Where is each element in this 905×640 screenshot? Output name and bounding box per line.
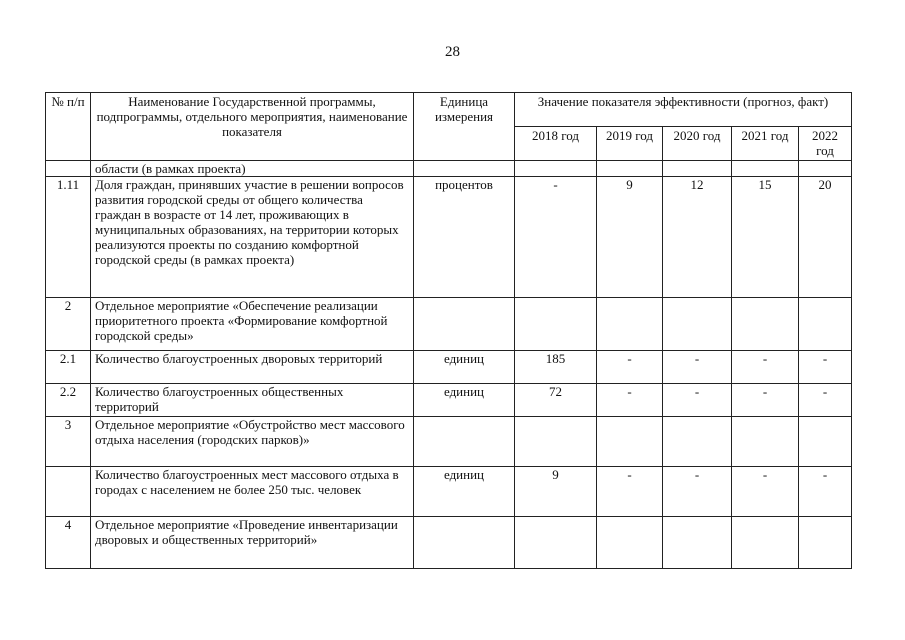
row-name: Отдельное мероприятие «Обустройство мест массового отдыха населения (городских парков)» — [91, 417, 414, 467]
row-value: - — [663, 351, 732, 384]
row-unit: процентов — [414, 177, 515, 298]
table-row — [46, 161, 852, 177]
table-row — [46, 351, 852, 384]
header-num: № п/п — [46, 93, 91, 161]
table-body — [46, 161, 852, 569]
header-year: 2020 год — [663, 127, 732, 161]
row-name: Количество благоустроенных мест массового отдыха в городах с населением не более 250 тыс. человек — [91, 467, 414, 517]
row-name: Количество благоустроенных общественных территорий — [91, 384, 414, 417]
row-value — [597, 517, 663, 569]
header-year: 2019 год — [597, 127, 663, 161]
row-name: Отдельное мероприятие «Проведение инвентаризации дворовых и общественных территорий» — [91, 517, 414, 569]
row-value: - — [515, 177, 597, 298]
row-value — [515, 298, 597, 351]
table-row — [46, 298, 852, 351]
row-value — [597, 298, 663, 351]
page-number: 28 — [445, 44, 460, 60]
row-unit — [414, 161, 515, 177]
row-value: 15 — [732, 177, 799, 298]
row-value — [597, 417, 663, 467]
header-unit: Единица измерения — [414, 93, 515, 161]
row-value: - — [663, 384, 732, 417]
header-name: Наименование Государственной программы, подпрограммы, отдельного мероприятия, наименование показателя — [91, 93, 414, 161]
row-value — [663, 517, 732, 569]
row-value — [799, 517, 852, 569]
row-unit — [414, 298, 515, 351]
row-name: Отдельное мероприятие «Обеспечение реализации приоритетного проекта «Формирование комфортной городской среды» — [91, 298, 414, 351]
row-number: 2 — [46, 298, 91, 351]
row-value — [732, 298, 799, 351]
row-number — [46, 467, 91, 517]
row-number: 1.11 — [46, 177, 91, 298]
row-number: 4 — [46, 517, 91, 569]
row-value: - — [597, 384, 663, 417]
header-year: 2021 год — [732, 127, 799, 161]
row-value: - — [799, 351, 852, 384]
row-value: 9 — [515, 467, 597, 517]
table-row — [46, 177, 852, 298]
row-value: - — [732, 384, 799, 417]
row-value: - — [732, 351, 799, 384]
header-values: Значение показателя эффективности (прогноз, факт) — [515, 93, 852, 127]
row-value — [515, 161, 597, 177]
row-name: области (в рамках проекта) — [91, 161, 414, 177]
row-value — [597, 161, 663, 177]
row-value — [663, 417, 732, 467]
row-unit: единиц — [414, 467, 515, 517]
row-name: Доля граждан, принявших участие в решении вопросов развития городской среды от общего количества граждан в возрасте от 14 лет, проживающих в муниципальных образованиях, на территории которых реализуются проекты по созданию комфортной городской среды (в рамках проекта) — [91, 177, 414, 298]
header-year: 2018 год — [515, 127, 597, 161]
row-value: 20 — [799, 177, 852, 298]
row-value: 72 — [515, 384, 597, 417]
row-value: 12 — [663, 177, 732, 298]
table-row — [46, 384, 852, 417]
row-number: 2.2 — [46, 384, 91, 417]
row-value: - — [799, 467, 852, 517]
table-row — [46, 467, 852, 517]
row-value — [732, 417, 799, 467]
row-value: - — [597, 467, 663, 517]
row-number: 3 — [46, 417, 91, 467]
row-number: 2.1 — [46, 351, 91, 384]
row-value — [799, 161, 852, 177]
row-value — [515, 417, 597, 467]
row-value — [732, 161, 799, 177]
row-value: - — [732, 467, 799, 517]
table-row — [46, 517, 852, 569]
row-value — [515, 517, 597, 569]
indicators-table — [45, 92, 852, 569]
row-unit — [414, 517, 515, 569]
row-value: - — [799, 384, 852, 417]
row-value: 185 — [515, 351, 597, 384]
row-value — [799, 298, 852, 351]
row-value: 9 — [597, 177, 663, 298]
table-row — [46, 417, 852, 467]
row-value: - — [663, 467, 732, 517]
row-value — [799, 417, 852, 467]
row-unit: единиц — [414, 384, 515, 417]
row-unit: единиц — [414, 351, 515, 384]
row-name: Количество благоустроенных дворовых территорий — [91, 351, 414, 384]
row-number — [46, 161, 91, 177]
row-unit — [414, 417, 515, 467]
row-value — [732, 517, 799, 569]
row-value — [663, 161, 732, 177]
row-value: - — [597, 351, 663, 384]
header-year: 2022 год — [799, 127, 852, 161]
row-value — [663, 298, 732, 351]
